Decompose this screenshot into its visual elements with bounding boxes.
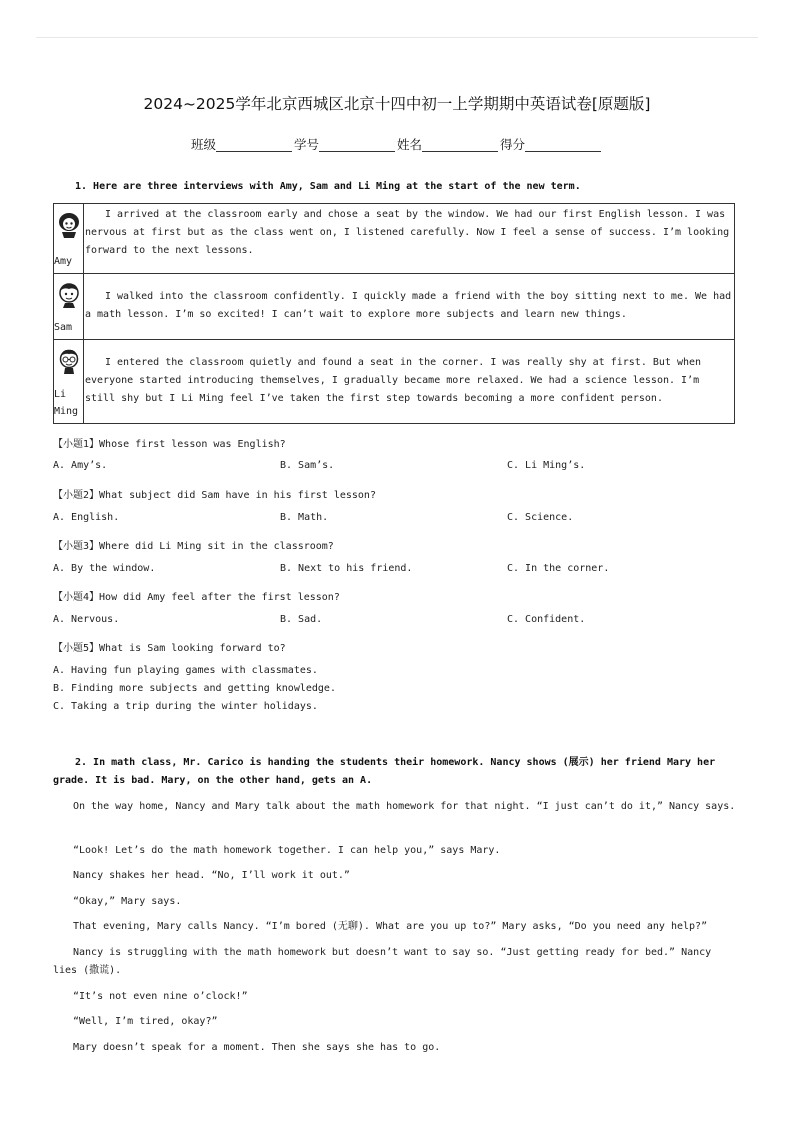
option-b[interactable]: B. Sad. [280, 614, 323, 625]
option-a[interactable]: A. English. [53, 512, 120, 523]
interview-text: I entered the classroom quietly and found a seat in the corner. I was really shy at first. But when everyone started introducing themselves, I gradually became more relaxed. We had a science lesson. I’m still shy but I Li Ming feel I’ve taken the first step towards becoming a more confident person. [84, 340, 735, 424]
option-c[interactable]: C. Taking a trip during the winter holidays. [53, 701, 318, 712]
option-c[interactable]: C. In the corner. [507, 563, 610, 574]
option-c[interactable]: C. Science. [507, 512, 574, 523]
question-1-heading: 1. Here are three interviews with Amy, Sam and Li Ming at the start of the new term. [75, 181, 581, 192]
interviewee-name: Sam [54, 322, 73, 333]
interviewee-name: Li Ming [54, 389, 79, 417]
story-paragraph: On the way home, Nancy and Mary talk about the math homework for that night. “I just can’t do it,” Nancy says. [73, 801, 736, 812]
option-b[interactable]: B. Sam’s. [280, 460, 335, 471]
field-id-label: 学号 [293, 137, 319, 152]
option-c[interactable]: C. Confident. [507, 614, 586, 625]
subquestion-5: 【小题5】What is Sam looking forward to? [53, 643, 286, 654]
field-name-blank[interactable] [422, 151, 498, 152]
option-a[interactable]: A. Amy’s. [53, 460, 108, 471]
option-b[interactable]: B. Math. [280, 512, 329, 523]
story-paragraph: Nancy shakes her head. “No, I’ll work it out.” [73, 870, 350, 881]
field-score-label: 得分 [500, 137, 526, 152]
story-paragraph: “Okay,” Mary says. [73, 896, 182, 907]
field-id-blank[interactable] [319, 151, 395, 152]
interviewee-name: Amy [54, 256, 73, 267]
story-paragraph: “It’s not even nine o’clock!” [73, 991, 248, 1002]
question-2-heading: 2. In math class, Mr. Carico is handing the students their homework. Nancy shows (展示) her friend Mary her grade. It is bad. Mary, on the other hand, gets an A. [53, 757, 716, 786]
subquestion-2: 【小题2】What subject did Sam have in his first lesson? [53, 490, 376, 501]
option-b[interactable]: B. Finding more subjects and getting knowledge. [53, 683, 336, 694]
story-paragraph: Mary doesn’t speak for a moment. Then she says she has to go. [73, 1042, 441, 1053]
field-name-label: 姓名 [397, 137, 423, 152]
interview-row-amy [54, 204, 735, 274]
subquestion-1: 【小题1】Whose first lesson was English? [53, 439, 286, 450]
header-rule [36, 37, 758, 38]
field-class-blank[interactable] [216, 151, 292, 152]
girl-face-icon [58, 212, 80, 238]
subquestion-4: 【小题4】How did Amy feel after the first lesson? [53, 592, 340, 603]
field-score-blank[interactable] [525, 151, 601, 152]
option-b[interactable]: B. Next to his friend. [280, 563, 413, 574]
option-a[interactable]: A. By the window. [53, 563, 156, 574]
story-paragraph: Nancy is struggling with the math homework but doesn’t want to say so. “Just getting ready for bed.” Nancy lies (撒谎). [53, 947, 712, 976]
story-paragraph: “Look! Let’s do the math homework together. I can help you,” says Mary. [73, 845, 501, 856]
interview-table [53, 203, 735, 424]
story-paragraph: “Well, I’m tired, okay?” [73, 1016, 218, 1027]
interview-row-sam [54, 274, 735, 340]
page-title: 2024~2025学年北京西城区北京十四中初一上学期期中英语试卷[原题版] [143, 95, 651, 113]
subquestion-3: 【小题3】Where did Li Ming sit in the classroom? [53, 541, 334, 552]
interview-text: I arrived at the classroom early and chose a seat by the window. We had our first English lesson. I was nervous at first but as the class went on, I listened carefully. Now I feel a sense of success. I’m looking forward to the next lessons. [84, 204, 735, 274]
interview-row-li-ming [54, 340, 735, 424]
option-a[interactable]: A. Having fun playing games with classmates. [53, 665, 318, 676]
student-info-line [0, 135, 794, 153]
option-c[interactable]: C. Li Ming’s. [507, 460, 586, 471]
interview-text: I walked into the classroom confidently. I quickly made a friend with the boy sitting next to me. We had a math lesson. I’m so excited! I can’t wait to explore more subjects and learn new things. [84, 274, 735, 340]
field-class-label: 班级 [190, 137, 216, 152]
boy-face-icon [58, 282, 80, 308]
boy-glasses-face-icon [58, 348, 80, 374]
option-a[interactable]: A. Nervous. [53, 614, 120, 625]
story-paragraph: That evening, Mary calls Nancy. “I’m bored (无聊). What are you up to?” Mary asks, “Do you need any help?” [73, 921, 708, 932]
